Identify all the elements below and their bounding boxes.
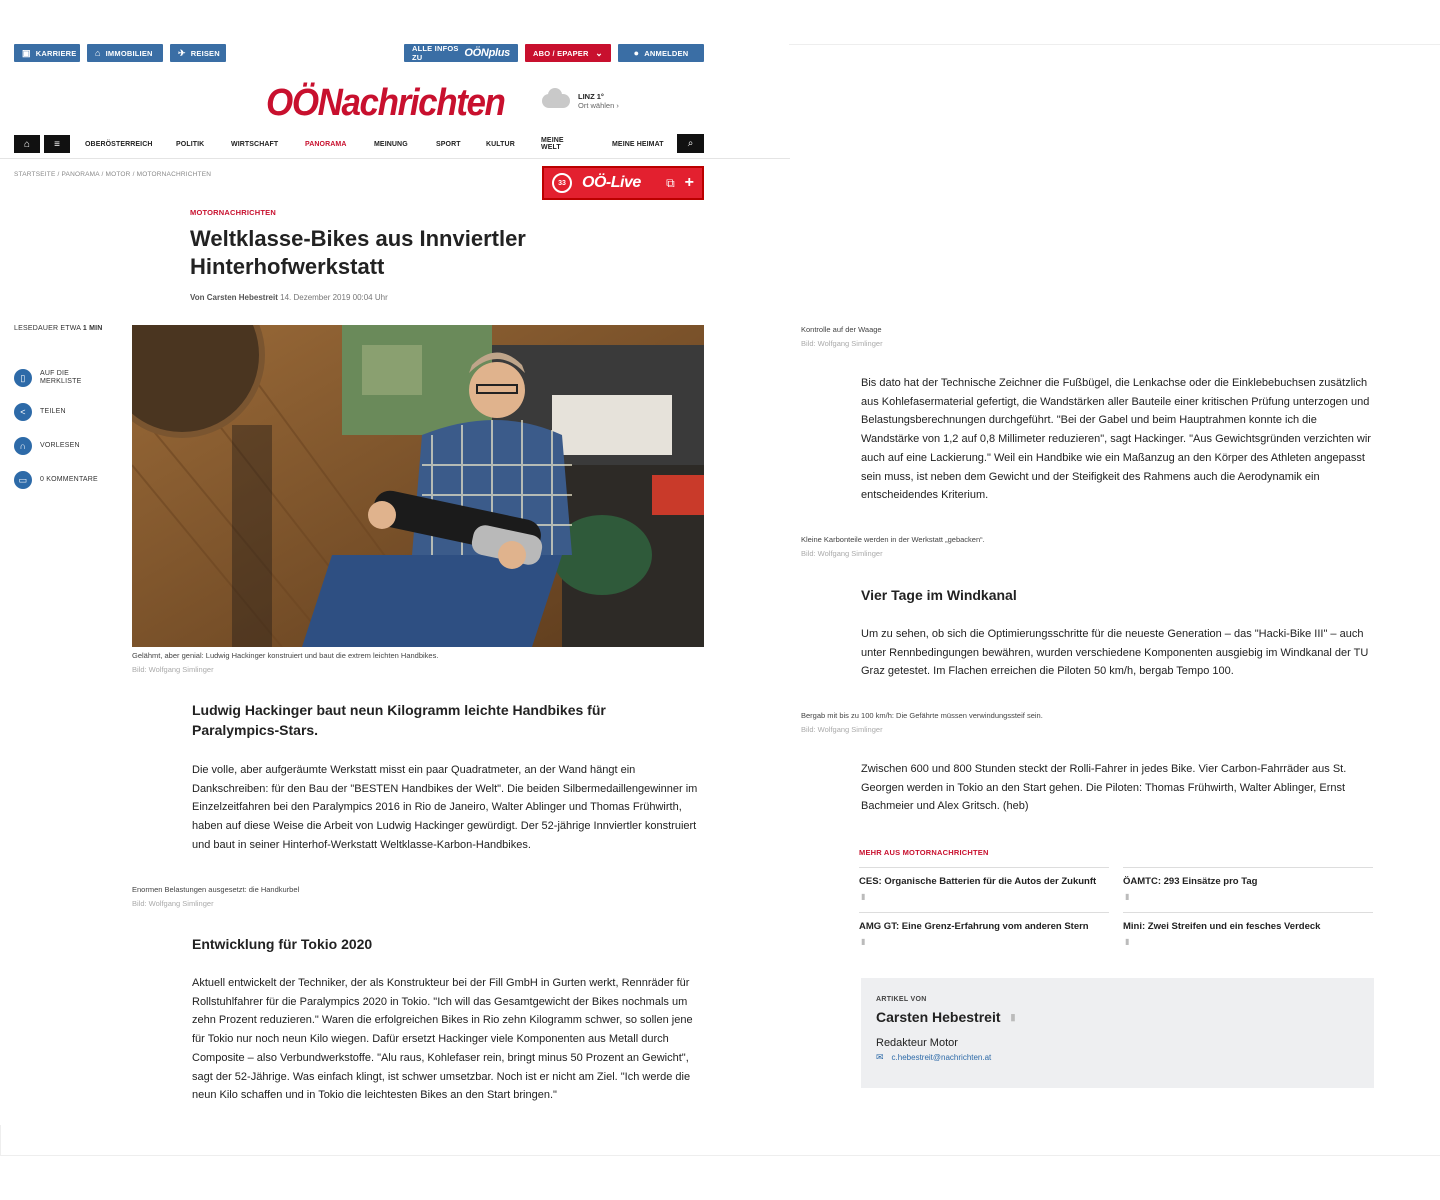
plus-icon[interactable]: + (684, 174, 694, 191)
author-box (861, 978, 1374, 1088)
chevron-right-icon: › (616, 101, 619, 110)
read-time-value: 1 MIN (82, 325, 103, 332)
immobilien-label: IMMOBILIEN (105, 48, 153, 58)
mail-icon: ✉ (876, 1052, 884, 1062)
image-credit: Bild: Wolfgang Simlinger (801, 549, 883, 558)
breadcrumb[interactable]: STARTSEITE / PANORAMA / MOTOR / MOTORNACHRICHTEN (14, 171, 212, 178)
frame-line (0, 1155, 1440, 1156)
karriere-button[interactable] (14, 44, 80, 62)
author-name-row (876, 1009, 1359, 1025)
anmelden-button[interactable] (618, 44, 704, 62)
author-email[interactable]: c.hebestreit@nachrichten.at (891, 1053, 992, 1062)
user-icon: ● (633, 47, 640, 58)
read-aloud-button[interactable] (14, 437, 80, 455)
nav-item-oberoesterreich[interactable]: OBERÖSTERREICH (85, 140, 153, 148)
home-icon: ⌂ (23, 138, 31, 150)
immobilien-button[interactable] (87, 44, 163, 62)
site-logo[interactable]: OÖNachrichten (266, 82, 505, 124)
bookmark-button[interactable] (14, 369, 81, 387)
cloud-icon (542, 94, 570, 108)
abo-label: ABO / EPAPER (533, 48, 589, 58)
image-credit: Bild: Wolfgang Simlinger (132, 665, 214, 674)
comments-label: 0 KOMMENTARE (40, 476, 98, 483)
author-name[interactable]: Carsten Hebestreit (876, 1009, 1001, 1025)
bookmark-label-2: MERKLISTE (40, 378, 82, 385)
nav-item-politik[interactable]: POLITIK (176, 140, 205, 148)
byline-date: 14. Dezember 2019 00:04 Uhr (280, 293, 388, 302)
plane-icon: ✈ (178, 47, 186, 58)
nav-item-sport[interactable]: SPORT (436, 140, 461, 148)
article-kicker[interactable]: MOTORNACHRICHTEN (190, 208, 276, 217)
search-button[interactable] (677, 134, 704, 153)
anmelden-label: ANMELDEN (644, 48, 689, 58)
byline-author[interactable]: Carsten Hebestreit (206, 293, 278, 302)
workshop-photo (132, 325, 704, 647)
share-button[interactable] (14, 403, 66, 421)
related-article-link[interactable]: CES: Organische Batterien für die Autos der Zukunft (859, 876, 1097, 887)
abo-epaper-button[interactable] (525, 44, 611, 62)
oo-live-widget[interactable] (542, 166, 704, 200)
weather-city: LINZ 1° (578, 92, 604, 101)
nav-item-meine-heimat[interactable]: MEINE HEIMAT (612, 140, 664, 148)
related-article-link[interactable]: Mini: Zwei Streifen und ein fesches Verdeck (1123, 921, 1321, 932)
nav-item-meine-welt[interactable]: MEINE WELT (541, 137, 564, 151)
nav-item-kultur[interactable]: KULTUR (486, 140, 515, 148)
oonplus-button[interactable] (404, 44, 518, 62)
oo-live-title: OÖ-Live (582, 174, 641, 191)
live-count-badge: 33 (552, 173, 572, 193)
alle-infos-label: ALLE INFOS ZU (412, 44, 459, 62)
section-heading: Vier Tage im Windkanal (861, 587, 1017, 603)
headphones-icon: ∩ (14, 437, 32, 455)
author-box-label: ARTIKEL VON (876, 996, 927, 1003)
reisen-button[interactable] (170, 44, 226, 62)
nav-divider (0, 158, 790, 159)
comments-button[interactable] (14, 471, 98, 489)
bookmark-icon[interactable]: ▮ (1125, 937, 1130, 946)
nav-item-meinung[interactable]: MEINUNG (374, 140, 408, 148)
read-time (14, 325, 103, 332)
read-time-label: LESEDAUER ETWA (14, 325, 81, 332)
reisen-label: REISEN (190, 48, 220, 58)
image-credit: Bild: Wolfgang Simlinger (801, 339, 883, 348)
nav-item-wirtschaft[interactable]: WIRTSCHAFT (231, 140, 279, 148)
image-caption: Enormen Belastungen ausgesetzt: die Handkurbel (132, 885, 300, 894)
article-paragraph: Um zu sehen, ob sich die Optimierungsschritte für die neueste Generation – das "Hacki-Bike III" – auch unter Rennbedingungen bewähren, wurden verschiedene Komponenten ausgiebig im Windkanal der TU Graz getestet. Im Flachen erreichen die Piloten 50 km/h, bergab Tempo 100. (861, 628, 1369, 678)
oonplus-logo: OÖNplus (464, 47, 510, 59)
frame-line (789, 44, 1440, 45)
article-main-image[interactable] (132, 325, 704, 647)
bookmark-icon[interactable]: ▮ (861, 937, 866, 946)
author-email-row[interactable] (876, 1052, 1359, 1063)
share-label: TEILEN (40, 408, 66, 415)
bookmark-icon: ▯ (14, 369, 32, 387)
read-aloud-label: VORLESEN (40, 442, 80, 449)
section-heading: Entwicklung für Tokio 2020 (192, 936, 373, 952)
weather-widget[interactable] (542, 92, 619, 110)
share-icon: < (14, 403, 32, 421)
image-caption: Kontrolle auf der Waage (801, 325, 882, 334)
building-icon: ⌂ (95, 47, 101, 58)
byline-prefix: Von (190, 293, 205, 302)
more-heading[interactable]: MEHR AUS MOTORNACHRICHTEN (859, 848, 989, 857)
image-caption: Kleine Karbonteile werden in der Werkstatt „gebacken“. (801, 535, 985, 544)
comment-icon: ▭ (14, 471, 32, 489)
chevron-down-icon: ⌄ (595, 47, 603, 58)
search-icon: ⌕ (687, 138, 694, 149)
bookmark-label-1: AUF DIE (40, 370, 70, 377)
article-paragraph: Zwischen 600 und 800 Stunden steckt der Rolli-Fahrer in jedes Bike. Vier Carbon-Fahrräder aus St. Georgen werden in Tokio an den Start gehen. Die Piloten: Thomas Frühwirth, Walter Ablinger, Ernst Bachmeier und Alex Gritsch. (heb) (861, 763, 1347, 813)
frame-line (0, 1125, 1, 1155)
divider (859, 867, 1109, 868)
article-paragraph: Bis dato hat der Technische Zeichner die Fußbügel, die Lenkachse oder die Einklebebuchsen zusätzlich aus Kohlefasermaterial gefertigt, die Wandstärken aller Bauteile einer kritischen Prüfung unterzogen und Belastungsberechnungen durchgeführt. "Bei der Gabel und beim Hauptrahmen konnte ich die Wandstärke von 1,2 auf 0,8 Millimeter reduzieren", sagt Hackinger. "Aus Gewichtsgründen verzichten wir auch auf eine Lackierung." Weil ein Handbike wie ein Maßanzug an den Körper des Athleten angepasst sein muss, ist neben dem Gewicht und der Steifigkeit des Rahmens auch die Aerodynamik ein entscheidendes Kriterium. (861, 377, 1371, 502)
bookmark-icon[interactable]: ▮ (861, 892, 866, 901)
nav-item-panorama[interactable]: PANORAMA (305, 140, 347, 148)
bookmark-icon[interactable]: ▮ (1125, 892, 1130, 901)
divider (859, 912, 1109, 913)
karriere-label: KARRIERE (35, 48, 77, 58)
briefcase-icon: ▣ (22, 47, 31, 58)
hamburger-icon: ≡ (54, 138, 60, 150)
author-role: Redakteur Motor (876, 1037, 958, 1049)
divider (1123, 912, 1373, 913)
weather-sub-label: Ort wählen (578, 101, 615, 110)
weather-location-select[interactable] (578, 101, 619, 110)
menu-button[interactable] (44, 135, 70, 153)
article-paragraph: Die volle, aber aufgeräumte Werkstatt misst ein paar Quadratmeter, an der Wand hängt ein Dankschreiben: für den Bau der "BESTEN Handbikes der Welt". Die beiden Silbermedaillengewinner im Einzelzeitfahren bei den Paralympics 2016 in Rio de Janeiro, Walter Ablinger und Thomas Frühwirth, haben auf diese Weise die Arbeit von Ludwig Hackinger gewürdigt. Der 52-jährige Innviertler konstruiert und baut in seiner Hinterhof-Werkstatt Weltklasse-Karbon-Handbikes. (192, 764, 698, 851)
image-credit: Bild: Wolfgang Simlinger (801, 725, 883, 734)
byline (190, 293, 388, 302)
external-link-icon[interactable]: ⧉ (666, 175, 675, 190)
article-headline: Weltklasse-Bikes aus Innviertler Hinterhofwerkstatt (190, 226, 526, 279)
image-caption: Gelähmt, aber genial: Ludwig Hackinger konstruiert und baut die extrem leichten Handbikes. (132, 651, 439, 660)
article-paragraph: Aktuell entwickelt der Techniker, der als Konstrukteur bei der Fill GmbH in Gurten werkt, Rennräder für Rollstuhlfahrer für die Paralympics 2020 in Tokio. "Ich will das Gesamtgewicht der Bikes nochmals um zehn Prozent reduzieren." Waren die erfolgreichen Bikes in Rio zehn Kilogramm schwer, so sollen jene für Tokio nur noch neun Kilo wiegen. Dafür ersetzt Hackinger viele Komponenten aus Metall durch Composite – also Verbundwerkstoffe. "Alu raus, Kohlefaser rein, bringt minus 50 Prozent an Gewicht", sagt der 52-Jährige. Was einfach klingt, ist schwer umsetzbar. Noch ist er nicht am Ziel. "Ich werde die neun Kilo schaffen und in Tokio die leichtesten Bikes an den Start bringen." (192, 977, 693, 1102)
image-credit: Bild: Wolfgang Simlinger (132, 899, 214, 908)
related-article-link[interactable]: AMG GT: Eine Grenz-Erfahrung vom anderen Stern (859, 921, 1089, 932)
divider (1123, 867, 1373, 868)
home-button[interactable] (14, 135, 40, 153)
image-caption: Bergab mit bis zu 100 km/h: Die Gefährte müssen verwindungssteif sein. (801, 711, 1043, 720)
bookmark-icon[interactable]: ▮ (1010, 1011, 1016, 1022)
article-lead: Ludwig Hackinger baut neun Kilogramm leichte Handbikes für Paralympics-Stars. (192, 702, 606, 738)
related-article-link[interactable]: ÖAMTC: 293 Einsätze pro Tag (1123, 876, 1258, 887)
